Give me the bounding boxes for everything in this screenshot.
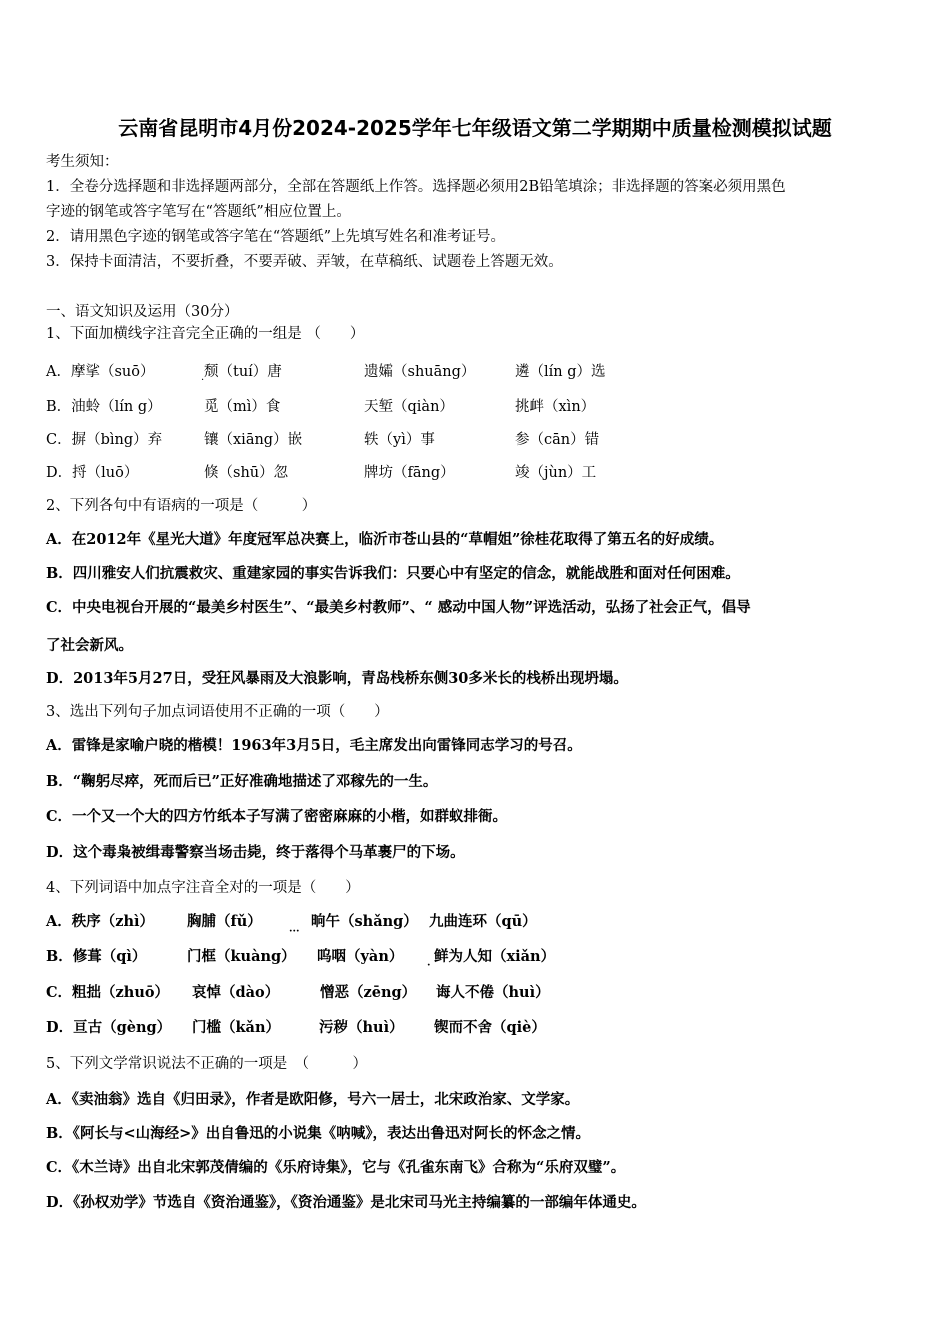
q2-option-a: A．在2012年《星光大道》年度冠军总决赛上，临沂市苍山县的“草帽姐”徐桂花取得了第五名的好成绩。	[46, 531, 724, 548]
q2-option-c: C．中央电视台开展的“最美乡村医生”、“最美乡村教师”、“ 感动中国人物”评选活动，弘扬了社会正气，倡导	[46, 599, 751, 616]
q1-d-2: 倏（shū）忽	[204, 465, 289, 481]
q2-option-c-cont: 了社会新风。	[46, 637, 133, 654]
q2-option-b: B．四川雅安人们抗震救灾、重建家园的事实告诉我们：只要心中有坚定的信念，就能战胜和面对任何困难。	[46, 565, 740, 582]
exam-title: 云南省昆明市4月份2024-2025学年七年级语文第二学期期中质量检测模拟试题	[118, 116, 832, 140]
q5-option-c: C．《木兰诗》出自北宋郭茂倩编的《乐府诗集》，它与《孔雀东南飞》合称为“乐府双璧”。	[46, 1159, 626, 1176]
q1-a-2: 颓（tuí）唐	[204, 364, 282, 380]
emphasis-dots: ···	[289, 926, 300, 937]
question-1-stem: 1、下面加横线字注音完全正确的一组是 （ ）	[46, 326, 365, 342]
q4-d-4: 锲而不舍（qiè）	[434, 1019, 546, 1036]
notice-item-2: 2．请用黑色字迹的钢笔或答字笔在“答题纸”上先填写姓名和准考证号。	[46, 229, 506, 245]
q4-b-2: 门框（kuàng）	[187, 948, 296, 965]
q4-option-row	[46, 1018, 906, 1038]
q4-c-3: 憎恶（zēng）	[320, 984, 417, 1001]
q4-c-4: 诲人不倦（huì）	[436, 984, 550, 1001]
q4-c-2: 哀悼（dào）	[192, 984, 280, 1001]
q3-option-b: B．“鞠躬尽瘁，死而后已”正好准确地描述了邓稼先的一生。	[46, 773, 438, 790]
q1-a-3: 遗孀（shuāng）	[364, 364, 476, 380]
notice-item-3: 3．保持卡面清洁，不要折叠，不要弄破、弄皱，在草稿纸、试题卷上答题无效。	[46, 254, 563, 270]
q2-option-d: D．2013年5月27日，受狂风暴雨及大浪影响，青岛栈桥东侧30多米长的栈桥出现坍塌。	[46, 670, 628, 687]
emphasis-dot: ·	[427, 960, 431, 971]
q5-option-b: B．《阿长与<山海经>》出自鲁迅的小说集《呐喊》，表达出鲁迅对阿长的怀念之情。	[46, 1125, 591, 1142]
q4-d-1: D．亘古（gèng）	[46, 1019, 172, 1036]
question-2-stem: 2、下列各句中有语病的一项是（ ）	[46, 498, 317, 514]
section-heading: 一、语文知识及运用（30分）	[46, 304, 239, 320]
q4-b-4: 鲜为人知（xiǎn）	[434, 948, 556, 965]
q1-c-1: C．摒（bìng）弃	[46, 432, 163, 448]
q4-b-1: B．修葺（qì）	[46, 948, 147, 965]
q4-c-1: C．粗拙（zhuō）	[46, 984, 170, 1001]
q3-option-a: A．雷锋是家喻户晓的楷模！1963年3月5日，毛主席发出向雷锋同志学习的号召。	[46, 737, 582, 754]
q4-option-row	[46, 947, 906, 971]
q4-a-2: 胸脯（fǔ）	[187, 913, 262, 930]
q3-option-d: D．这个毒枭被缉毒警察当场击毙，终于落得个马革裹尸的下场。	[46, 844, 465, 861]
q1-d-3: 牌坊（fāng）	[364, 465, 455, 481]
q4-b-3: 呜咽（yàn）	[317, 948, 404, 965]
question-4-stem: 4、下列词语中加点字注音全对的一项是（ ）	[46, 880, 360, 896]
q1-option-row	[46, 397, 906, 417]
q4-a-4: 九曲连环（qū）	[429, 913, 537, 930]
q1-c-3: 轶（yì）事	[364, 432, 435, 448]
q4-a-1: A．秩序（zhì）	[46, 913, 155, 930]
q1-d-4: 竣（jùn）工	[515, 465, 597, 481]
notice-item-1a: 1．全卷分选择题和非选择题两部分，全部在答题纸上作答。选择题必须用2B铅笔填涂；非选择题的答案必须用黑色	[46, 179, 786, 195]
q4-option-row	[46, 912, 906, 937]
q1-b-4: 挑衅（xìn）	[515, 399, 596, 415]
q1-b-2: 觅（mì）食	[204, 399, 281, 415]
q4-d-2: 门槛（kǎn）	[192, 1019, 280, 1036]
q1-c-2: 镶（xiāng）嵌	[204, 432, 303, 448]
q1-d-1: D．捋（luō）	[46, 465, 139, 481]
q1-option-row	[46, 463, 906, 483]
notice-heading: 考生须知：	[46, 154, 119, 170]
q1-b-3: 天堑（qiàn）	[364, 399, 454, 415]
question-5-stem: 5、下列文学常识说法不正确的一项是 （ ）	[46, 1056, 367, 1072]
q3-option-c: C．一个又一个大的四方竹纸本子写满了密密麻麻的小楷，如群蚁排衙。	[46, 808, 508, 825]
q1-a-1: A．摩挲（suō）	[46, 364, 155, 380]
q4-option-row	[46, 983, 906, 1003]
q1-a-4: 遴（lín g）选	[515, 364, 606, 380]
notice-item-1b: 字迹的钢笔或答字笔写在“答题纸”相应位置上。	[46, 204, 351, 220]
q5-option-d: D．《孙权劝学》节选自《资治通鉴》，《资治通鉴》是北宋司马光主持编纂的一部编年体通史。	[46, 1194, 646, 1211]
q4-a-3: 晌午（shǎng）	[311, 913, 418, 930]
q1-option-row	[46, 362, 906, 386]
q1-option-row	[46, 430, 906, 450]
q5-option-a: A．《卖油翁》选自《归田录》，作者是欧阳修，号六一居士，北宋政治家、文学家。	[46, 1091, 580, 1108]
question-3-stem: 3、选出下列句子加点词语使用不正确的一项（ ）	[46, 704, 389, 720]
emphasis-dot: ·	[201, 375, 205, 386]
q4-d-3: 污秽（huì）	[319, 1019, 404, 1036]
q1-c-4: 参（cān）错	[515, 432, 600, 448]
q1-b-1: B．油蛉（lín g）	[46, 399, 162, 415]
